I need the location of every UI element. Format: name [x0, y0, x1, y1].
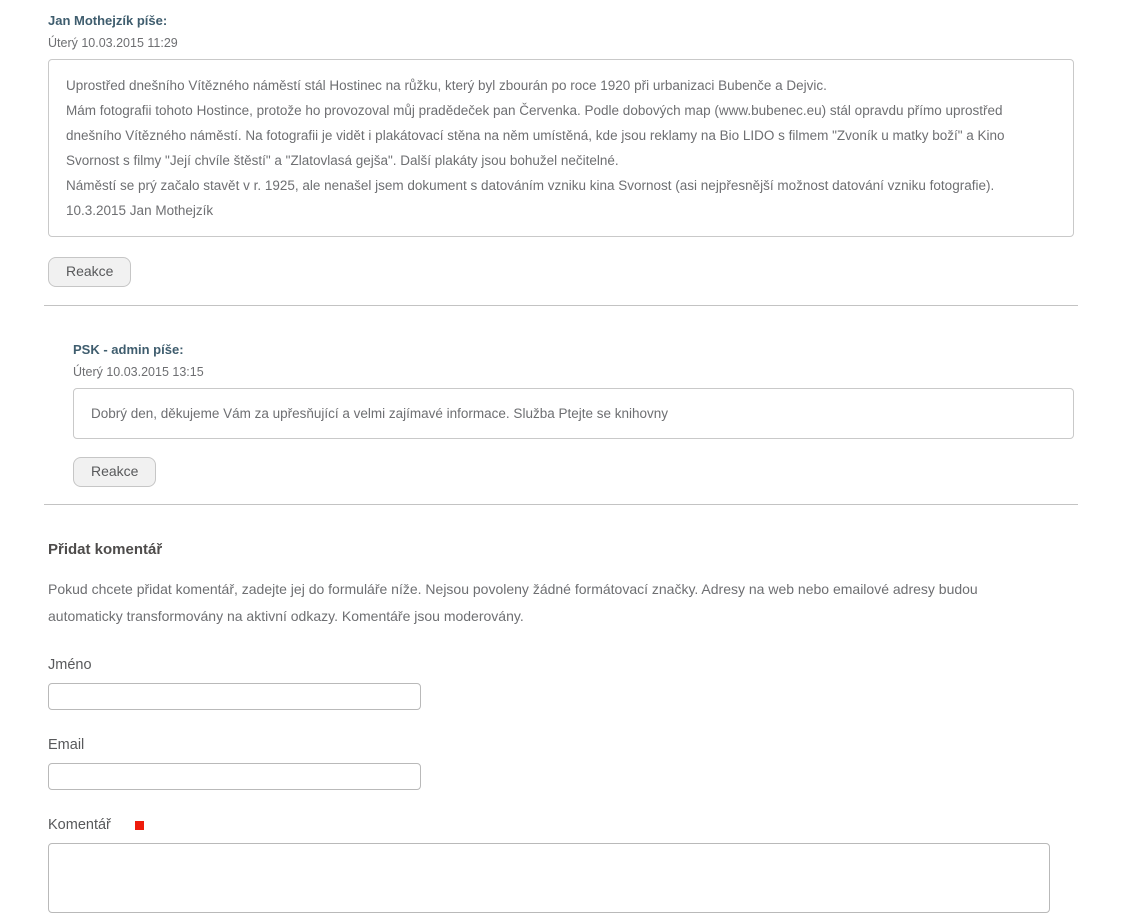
comment-jan-mothejzik — [48, 13, 1074, 287]
section-divider — [44, 504, 1078, 505]
comment-author: PSK - admin píše: — [73, 342, 184, 357]
comment-date: Úterý 10.03.2015 13:15 — [73, 365, 204, 379]
name-input[interactable] — [48, 683, 421, 710]
required-marker-icon — [135, 821, 144, 830]
name-field-group — [48, 656, 1074, 710]
comment-paragraph: Uprostřed dnešního Vítězného náměstí stál Hostinec na růžku, který byl zbourán po roce 1920 při urbanizaci Bubenče a Dejvic. — [66, 78, 827, 93]
add-comment-section — [48, 541, 1074, 913]
comment-label: Komentář — [48, 817, 111, 833]
comment-label-row — [48, 816, 1074, 834]
reply-button[interactable]: Reakce — [73, 457, 156, 487]
comment-paragraph: Náměstí se prý začalo stavět v r. 1925, ale nenašel jsem dokument s datováním vzniku kina Svornost (asi nejpřesnější možnost datování vzniku fotografie). — [66, 178, 995, 193]
comment-date: Úterý 10.03.2015 11:29 — [48, 36, 178, 50]
comment-divider — [44, 305, 1078, 306]
comment-paragraph: Dobrý den, děkujeme Vám za upřesňující a velmi zajímavé informace. Služba Ptejte se knihovny — [91, 406, 669, 421]
comment-textarea[interactable] — [48, 843, 1050, 913]
name-label: Jméno — [48, 657, 92, 673]
comment-psk-admin — [73, 342, 1074, 487]
email-field-group — [48, 736, 1074, 790]
comment-body — [73, 388, 1074, 439]
add-comment-title: Přidat komentář — [48, 541, 163, 558]
add-comment-instructions: Pokud chcete přidat komentář, zadejte jej do formuláře níže. Nejsou povoleny žádné formátovací značky. Adresy na web nebo emailové adresy budou automaticky transformovány na aktivní odkazy. Komentáře jsou moderovány. — [48, 581, 978, 624]
comment-body — [48, 59, 1074, 237]
comment-field-group — [48, 816, 1074, 913]
email-input[interactable] — [48, 763, 421, 790]
comment-paragraph: Mám fotografii tohoto Hostince, protože ho provozoval můj pradědeček pan Červenka. Podle dobových map (www.bubenec.eu) stál opravdu přímo uprostřed dnešního Vítězného náměstí. Na fotografii je vidět i plakátovací stěna na něm umístěná, kde jsou reklamy na Bio LIDO s filmem "Zvoník u matky boží" a Kino Svornost s filmy "Její chvíle štěstí" a "Zlatovlasá gejša". Další plakáty jsou bohužel nečitelné. — [66, 103, 1005, 168]
comment-paragraph: 10.3.2015 Jan Mothejzík — [66, 203, 214, 218]
reply-button[interactable]: Reakce — [48, 257, 131, 287]
comment-author: Jan Mothejzík píše: — [48, 13, 168, 28]
email-label: Email — [48, 737, 85, 753]
